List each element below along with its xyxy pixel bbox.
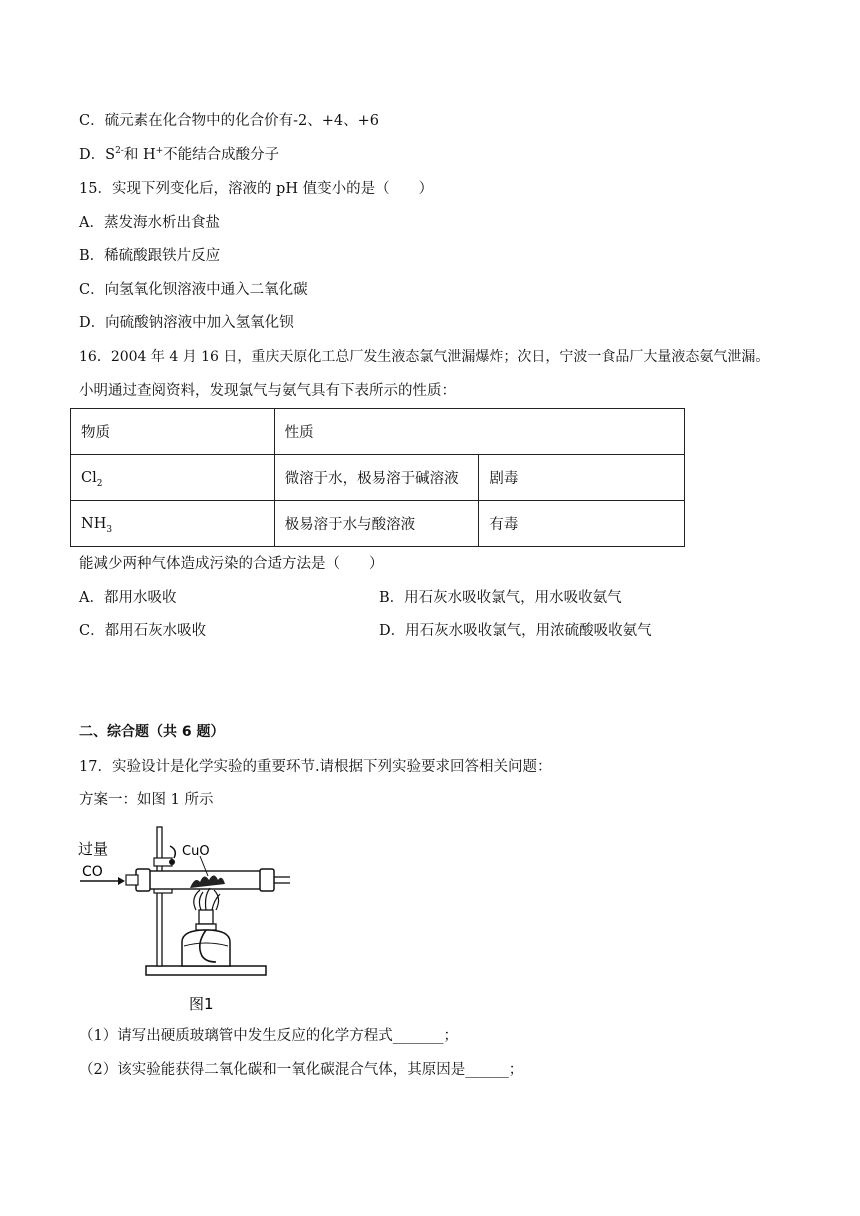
q17-sub1: （1）请写出硬质玻璃管中发生反应的化学方程式_______； xyxy=(79,1028,458,1044)
header-property: 性质 xyxy=(274,409,684,455)
toxicity-cell: 有毒 xyxy=(479,501,685,547)
properties-table xyxy=(70,408,685,547)
q16-question: 能减少两种气体造成污染的合适方法是（ ） xyxy=(79,556,384,572)
stand-base xyxy=(146,966,266,975)
table-header-row xyxy=(71,409,685,455)
table-row xyxy=(71,501,685,547)
formula-subscript: 3 xyxy=(106,524,113,535)
q17-stem: 17．实验设计是化学实验的重要环节.请根据下列实验要求回答相关问题： xyxy=(79,759,552,775)
q14-option-d-suffix: 不能结合成酸分子 xyxy=(163,147,280,163)
substance-cell xyxy=(71,501,275,547)
q16-option-b: B．用石灰水吸收氯气，用水吸收氨气 xyxy=(379,590,622,606)
q14-option-d xyxy=(79,145,279,165)
q15-option-d: D．向硫酸钠溶液中加入氢氧化钡 xyxy=(79,315,294,331)
header-substance: 物质 xyxy=(71,409,275,455)
q15-stem: 15．实现下列变化后，溶液的 pH 值变小的是（ ） xyxy=(79,181,434,197)
q16-option-c: C．都用石灰水吸收 xyxy=(79,623,207,639)
substance-formula: NH xyxy=(81,515,107,532)
q14-option-c: C．硫元素在化合物中的化合价有-2、+4、+6 xyxy=(79,113,379,129)
label-cuo: CuO xyxy=(182,844,210,859)
label-co: CO xyxy=(82,864,103,880)
label-excess: 过量 xyxy=(78,840,109,858)
q17-sub2: （2）该实验能获得二氧化碳和一氧化碳混合气体，其原因是______； xyxy=(79,1062,524,1078)
table-row xyxy=(71,455,685,501)
section-title: 二、综合题（共 6 题） xyxy=(79,724,225,740)
q15-option-a: A．蒸发海水析出食盐 xyxy=(79,215,220,231)
q16-option-d: D．用石灰水吸收氯气，用浓硫酸吸收氨气 xyxy=(379,623,652,639)
substance-formula: Cl xyxy=(81,469,97,486)
property-cell: 极易溶于水与酸溶液 xyxy=(274,501,479,547)
property-cell: 微溶于水，极易溶于碱溶液 xyxy=(274,455,479,501)
flame-icon xyxy=(194,888,220,910)
q16-stem-line2: 小明通过查阅资料，发现氯气与氨气具有下表所示的性质： xyxy=(79,383,456,399)
stand-rod xyxy=(157,827,162,966)
sulfide-charge: 2- xyxy=(115,146,124,157)
alcohol-lamp xyxy=(182,910,230,966)
q14-option-d-prefix: D．S xyxy=(79,147,116,163)
q14-option-d-mid: 和 H xyxy=(123,147,156,163)
q15-option-c: C．向氢氧化钡溶液中通入二氧化碳 xyxy=(79,282,308,298)
q16-stem-line1: 16．2004 年 4 月 16 日，重庆天原化工总厂发生液态氯气泄漏爆炸；次日，宁波一食品厂大量液态氨气泄漏。 xyxy=(79,349,770,365)
q17-plan: 方案一：如图 1 所示 xyxy=(79,792,214,808)
toxicity-cell: 剧毒 xyxy=(479,455,685,501)
figure-caption: 图1 xyxy=(189,995,214,1013)
figure-1-apparatus xyxy=(78,824,298,1014)
formula-subscript: 2 xyxy=(96,478,103,489)
hydrogen-charge: + xyxy=(155,146,164,157)
q16-option-a: A．都用水吸收 xyxy=(79,590,177,606)
q15-option-b: B．稀硫酸跟铁片反应 xyxy=(79,248,221,264)
substance-cell xyxy=(71,455,275,501)
